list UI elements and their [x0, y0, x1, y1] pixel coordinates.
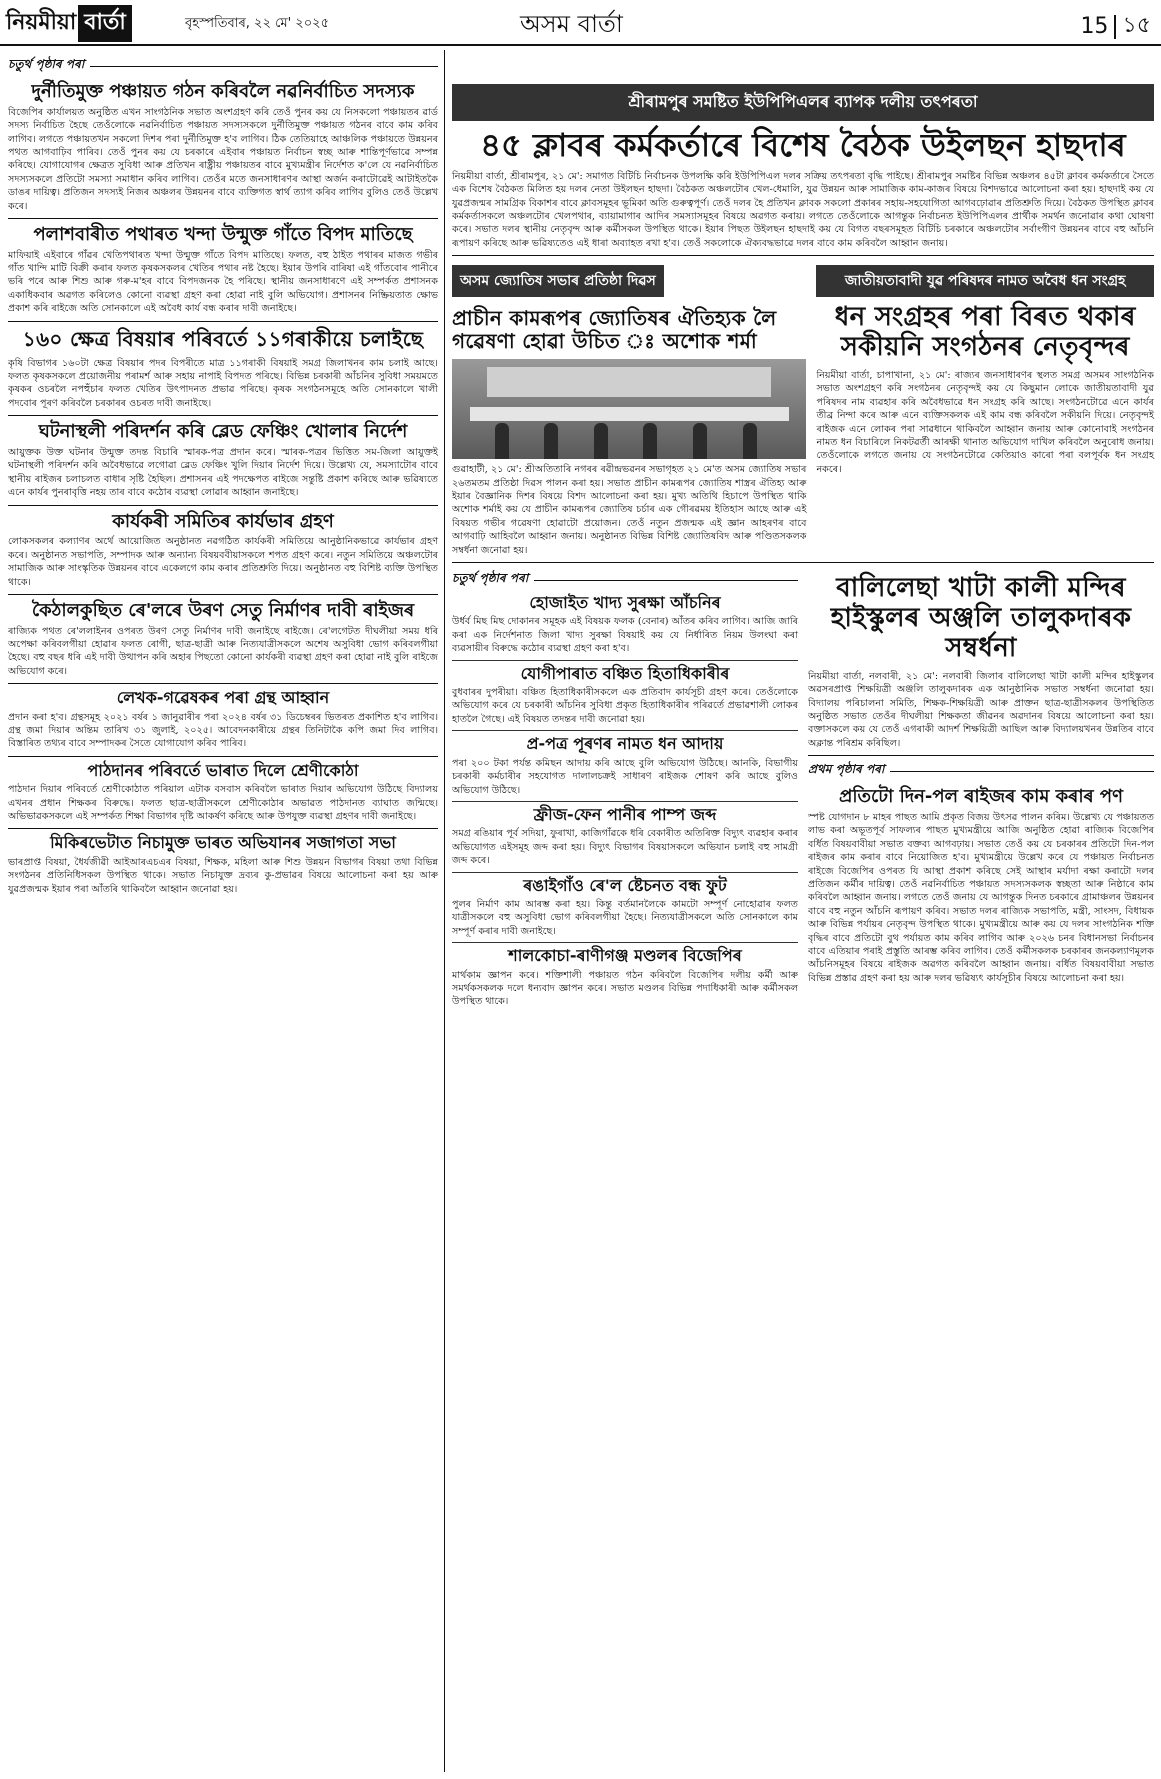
divider: [8, 828, 438, 829]
astrology-story: [452, 261, 806, 557]
divider: [8, 415, 438, 416]
logo-part-2: বার্তা: [78, 5, 132, 42]
article-headline: দুৰ্নীতিমুক্ত পঞ্চায়ত গঠন কৰিবলৈ নৱনিৰ্বাচিত সদস্যক: [31, 81, 415, 102]
article-body: গুৱাহাটী, ২১ মে': শ্ৰীঅতিতাৰি নগৰৰ ৰৱীন্দ্ৰভৱনৰ সভাগৃহত ২১ মে'ত অসম জ্যোতিষ সভাৰ ২৬তমতম প্ৰতিষ্ঠা দিৱস পালন কৰা হয়। সভাত প্ৰাচীন কামৰূপৰ জ্যোতিষ শাস্ত্ৰৰ ঐতিহ্য আৰু ইয়াৰ বৈজ্ঞানিক দিশৰ বিষয়ে বিশদ আলোচনা কৰা হয়। মুখ্য অতিথি হিচাপে উপস্থিত থাকি অশোক শৰ্মাই কয় যে প্ৰাচীন কামৰূপৰ জ্যোতিষ চৰ্চাৰ এক গৌৰৱময় ইতিহাস আছে আৰু এই বিষয়ত গভীৰ গৱেষণা হোৱাটো প্ৰয়োজন। তেওঁ নতুন প্ৰজন্মক এই জ্ঞান আহৰণৰ বাবে আগবাঢ়ি আহিবলৈ আহ্বান জনায়। অনুষ্ঠানত বিভিন্ন বিশিষ্ট জ্যোতিষবিদ আৰু পণ্ডিতসকলক সম্বৰ্ধনা জনোৱা হয়।: [452, 464, 807, 556]
section-title: অসম বাৰ্তা: [520, 10, 623, 38]
article-headline: প্ৰাচীন কামৰূপৰ জ্যোতিষৰ ঐতিহ্যক লৈ গৱেষণা হোৱা উচিত ঃ অশোক শৰ্মা: [452, 306, 777, 354]
article-headline: প্ৰ-পত্ৰ পূৰণৰ নামত ধন আদায়: [526, 734, 724, 754]
divider: [452, 942, 798, 943]
article-headline: পলাশবাৰীত পথাৰত খন্দা উন্মুক্ত গাঁতে বিপদ মাতিছে: [33, 223, 413, 245]
person: [544, 423, 558, 459]
divider: [452, 801, 798, 802]
fund-collection-story: [816, 261, 1154, 557]
article-body: কৃষি বিভাগৰ ১৬০টা ক্ষেত্ৰ বিষয়াৰ পদৰ বিপৰীতে মাত্ৰ ১১গৰাকী বিষয়াই সমগ্ৰ জিলাখনৰ কাম চলাই আছে। ফলত কৃষকসকলে প্ৰয়োজনীয় পৰামৰ্শ আৰু সহায় নাপাই বিপদত পৰিছে। বিভিন্ন চৰকাৰী আঁচনিৰ সুবিধা সময়মতে কৃষকৰ ওচৰলৈ নপহুঁচাৰ ফলত খেতিৰ উৎপাদনত প্ৰভাৱ পৰিছে। কৃষক সংগঠনসমূহে অতি সোনকালে খালী পদবোৰ পূৰণ কৰিবলৈ চৰকাৰৰ ওচৰত দাবী জনাইছে।: [8, 357, 438, 409]
lead-headline: ৪৫ ক্লাবৰ কৰ্মকৰ্তাৰে বিশেষ বৈঠক উইলছন হাছদাৰ: [480, 126, 1126, 164]
divider: [452, 660, 798, 661]
article-body: ৰাজ্যিক পথত ৰে'ললাইনৰ ওপৰত উৰণ সেতু নিৰ্মাণৰ দাবী জনাইছে ৰাইজে। ৰে'লগেটত দীঘলীয়া সময় ধৰি অপেক্ষা কৰিবলগীয়া হোৱাৰ ফলত ৰোগী, ছাত্ৰ-ছাত্ৰী আৰু নিত্যযাত্ৰীসকলে অশেষ অসুবিধা ভোগ কৰিবলগীয়া হৈছে। বহু বছৰ ধৰি এই দাবী উত্থাপন কৰি অহাৰ পিছতো কোনো কাৰ্যকৰী ব্যৱস্থা গ্ৰহণ কৰা হোৱা নাই বুলি ৰাইজে অভিযোগ কৰে।: [8, 625, 438, 677]
article-body: উৰ্ধৰ্ব মিছ মিছ দোকানৰ সমূহক এই বিষয়ক ফলক (বেনাৰ) আঁতৰ কৰিব লাগিব। আজি জাৰি কৰা এক নিৰ্দেশনাত জিলা খাদ্য সুৰক্ষা বিষয়াই কয় যে নিৰ্ধাৰিত নিয়ম উলংঘা কৰা ব্যৱসায়ীৰ বিৰুদ্ধে কঠোৰ ব্যৱস্থা গ্ৰহণ কৰা হ'ব।: [452, 616, 798, 655]
article-headline: ধন সংগ্ৰহৰ পৰা বিৰত থকাৰ সকীয়নি সংগঠনৰ নেতৃবৃন্দৰ: [834, 302, 1136, 363]
article-headline: পাঠদানৰ পৰিবৰ্তে ভাৰাত দিলে শ্ৰেণীকোঠা: [87, 760, 359, 780]
divider: [8, 505, 438, 506]
lower-band: [452, 568, 1154, 1009]
divider: [452, 872, 798, 873]
masthead: [0, 0, 1161, 46]
person: [743, 423, 757, 459]
person: [643, 423, 657, 459]
article-body: নিয়মীয়া বাৰ্তা, শ্ৰীৰামপুৰ, ২১ মে': সমাগত বিটিচি নিৰ্বাচনক উপলক্ষি কৰি ইউপিপিএল দলৰ সক্ৰিয় তৎপৰতা বৃদ্ধি পাইছে। শ্ৰীৰামপুৰ সমষ্টিৰ বিভিন্ন অঞ্চলৰ ৪৫টা ক্লাবৰ কৰ্মকৰ্তাৰে সৈতে এক বিশেষ বৈঠকত মিলিত হয় দলৰ নেতা উইলছন হাছদা। বৈঠকত অঞ্চলটোৰ খেল-ধেমালি, যুৱ উন্নয়ন আৰু সামাজিক কাম-কাজৰ বিষয়ে বিশদভাৱে আলোচনা কৰা হয়। হাছদাই কয় যে যুৱপ্ৰজন্মৰ সামগ্ৰিক বিকাশৰ বাবে ক্লাবসমূহৰ ভূমিকা অতি গুৰুত্বপূৰ্ণ। তেওঁ দলৰ হৈ প্ৰতিখন ক্লাবক সকলো প্ৰকাৰৰ সহায়-সহযোগিতা আগবঢ়োৱাৰ প্ৰতিশ্ৰুতি দিয়ে। বৈঠকত উপস্থিত ক্লাবৰ কৰ্মকৰ্তাসকলে অঞ্চলটোৰ খেলপথাৰ, ব্যায়ামাগাৰ আদিৰ সমস্যাসমূহৰ বিষয়ে অৱগত কৰায়। লগতে তেওঁলোকে আগন্তুক নিৰ্বাচনত ইউপিপিএলৰ প্ৰাৰ্থীক সমৰ্থন জনোৱাৰ কথা ঘোষণা কৰে। সভাত দলৰ স্থানীয় নেতৃবৃন্দ আৰু কৰ্মীসকল উপস্থিত থাকে। ইয়াৰ পিছত উইলছন হাছদাই কয় যে বিগত বছৰসমূহত বিটিচি চৰকাৰে অঞ্চলটোৰ সৰ্বাংগীণ উন্নয়নৰ বাবে বহু আঁচনি ৰূপায়ণ কৰিছে আৰু ভৱিষ্যতেও এই ধাৰা অব্যাহত ৰখা হ'ব। তেওঁ সকলোকে ঐক্যবদ্ধভাৱে দলৰ বাবে কাম কৰিবলৈ আহ্বান জনায়।: [452, 170, 1155, 249]
stage-table: [470, 407, 789, 421]
article-headline: কাৰ্যকৰী সমিতিৰ কাৰ্যভাৰ গ্ৰহণ: [112, 510, 334, 532]
article-headline: কৈঠালকুছিত ৰে'লৰে উৰণ সেতু নিৰ্মাণৰ দাবী ৰাইজৰ: [31, 599, 415, 621]
divider: [8, 218, 438, 219]
article-body: পাঠদান দিয়াৰ পৰিবৰ্তে শ্ৰেণীকোঠাত পৰিয়াল এটাক বসবাস কৰিবলৈ ভাৰাত দিয়াৰ অভিযোগ উঠিছে বিদ্যালয় এখনৰ প্ৰধান শিক্ষকৰ বিৰুদ্ধে। ফলত ছাত্ৰ-ছাত্ৰীসকলে শ্ৰেণীকোঠাৰ অভাৱত পাঠদানত ব্যাঘাত জন্মিছে। অভিভাৱকসকলে এই সম্পৰ্কত শিক্ষা বিভাগৰ দৃষ্টি আকৰ্ষণ কৰিছে আৰু উপযুক্ত ব্যৱস্থা গ্ৰহণৰ দাবী জনাইছে।: [8, 784, 438, 823]
briefs-column: [452, 568, 798, 1009]
person: [693, 423, 707, 459]
article-body: মাফিয়াই এইবাৰে গাঁৱৰ খেতিপথাৰত খন্দা উন্মুক্ত গাঁতে বিপদ মাতিছে। ফলত, বহু ঠাইত পথাৰৰ মাজত গভীৰ গাঁত খান্দি মাটি বিক্ৰী কৰাৰ ফলত কৃষকসকলৰ খেতিৰ পথাৰ নষ্ট হৈছে। ইয়াৰ উপৰি বাৰিষা এই গাঁতবোৰ পানীৰে ভৰি পৰে আৰু শিশু আৰু গৰু-ম'হৰ বাবে বিপদজনক হৈ পৰিছে। স্থানীয় জনসাধাৰণে এই সম্পৰ্কত প্ৰশাসনক একাধিকবাৰ অৱগত কৰিলেও কোনো ব্যৱস্থা গ্ৰহণ কৰা হোৱা নাই বুলি অভিযোগ। প্ৰশাসনৰ নিষ্ক্ৰিয়তাত ক্ষোভ প্ৰকাশ কৰি ৰাইজে অতি সোনকালে এই অবৈধ কাৰ্য বন্ধ কৰাৰ দাবী জনাইছে।: [8, 249, 438, 315]
article-headline: বালিলেছা খাটা কালী মন্দিৰ হাইস্কুলৰ অঞ্জলি তালুকদাৰক সম্বৰ্ধনা: [830, 573, 1132, 663]
stage-banner: [487, 367, 771, 397]
article-body: পৰা ২০০ টকা পৰ্যন্ত কমিছন আদায় কৰি আছে বুলি অভিযোগ উঠিছে। আনকি, বিভাগীয় চৰকাৰী কৰ্মচাৰীৰ সহযোগত দালালচক্ৰই সাধাৰণ ৰাইজক শোষণ কৰি আছে বুলিও অভিযোগ উঠিছে।: [452, 757, 798, 796]
article-body: নিয়মীয়া বাৰ্তা, চাপাখানা, ২১ মে': ৰাজ্যৰ জনসাধাৰণৰ স্থলত সমগ্ৰ অসমৰ সাংগঠনিক সভাত অংশগ্ৰহণ কৰি সংগঠনৰ নেতৃবৃন্দই কয় যে কিছুমান লোকে জাতীয়তাবাদী যুৱ পৰিষদৰ নাম ব্যৱহাৰ কৰি অবৈধভাৱে ধন সংগ্ৰহ কৰি আছে। সংগঠনটোৱে এনে কাৰ্যৰ তীব্ৰ নিন্দা কৰে আৰু এনে ব্যক্তিসকলক এই কাম বন্ধ কৰিবলৈ সকীয়নি দিয়ে। নেতৃবৃন্দই ৰাইজক এনে লোকৰ পৰা সাৱধানে থাকিবলৈ আহ্বান জনায় আৰু কোনোবাই সংগঠনৰ নামত ধন বিচাৰিলে নিকটৱৰ্তী আৰক্ষী থানাত অভিযোগ দাখিল কৰিবলৈ অনুৰোধ জনায়। তেওঁলোকে লগতে জনায় যে সংগঠনটোৱে কেতিয়াও কাৰো পৰা বলপূৰ্বক ধন সংগ্ৰহ নকৰে।: [816, 370, 1154, 475]
page-number-assamese: ১৫: [1122, 13, 1151, 38]
column-divider: [444, 50, 445, 1772]
article-headline: ৰঙাইগাঁও ৰে'ল ষ্টেচনত বন্ধ ফুট: [523, 875, 727, 895]
person: [495, 423, 509, 459]
continued-from-label: প্ৰথম পৃষ্ঠাৰ পৰা: [808, 761, 1154, 781]
article-body: বুধবাৰৰ দুপৰীয়া। বঞ্চিত হিতাধিকাৰীসকলে এক প্ৰতিবাদ কাৰ্যসূচী গ্ৰহণ কৰে। তেওঁলোকে অভিযোগ কৰে যে চৰকাৰী আঁচনিৰ সুবিধা প্ৰকৃত হিতাধিকাৰীৰ পৰিৱৰ্তে প্ৰভাৱশালী লোকৰ হাতলৈ গৈছে। এই বিষয়ত তদন্তৰ দাবী জনোৱা হয়।: [452, 687, 798, 725]
article-headline: ফ্ৰীজ-ফেন পানীৰ পাম্প জব্দ: [533, 804, 717, 824]
event-photo: [452, 359, 806, 459]
right-column: [452, 54, 1154, 1009]
person: [594, 423, 608, 459]
continued-from-label: চতুৰ্থ পৃষ্ঠাৰ পৰা: [8, 56, 438, 76]
divider: [8, 683, 438, 684]
article-headline: শালকোচা-ৰাণীগঞ্জ মণ্ডলৰ বিজেপিৰ: [508, 946, 742, 966]
article-body: ভাৰপ্ৰাপ্ত বিষয়া, ধৈৰ্যজীৱী আইআৰএচএৰ বিষয়া, শিক্ষক, মহিলা আৰু শিশু উন্নয়ন বিভাগৰ বিষয়া তথা বিভিন্ন সংগঠনৰ প্ৰতিনিধিসকল উপস্থিত থাকে। সভাত নিচাযুক্ত দ্ৰব্যৰ কু-প্ৰভাৱৰ বিষয়ে আলোচনা কৰা হয় আৰু যুৱপ্ৰজন্মক ইয়াৰ পৰা আঁতৰি থাকিবলৈ আহ্বান জনোৱা হয়।: [8, 856, 438, 895]
page-number-latin: 15: [1080, 14, 1109, 39]
middle-band: [452, 261, 1154, 557]
story-banner: জাতীয়তাবাদী যুৱ পৰিষদৰ নামত অবৈধ ধন সংগ্ৰহ: [816, 265, 1154, 297]
feature-column: [808, 568, 1154, 1009]
divider: [8, 594, 438, 595]
divider: [452, 562, 1154, 563]
article-headline: লেখক-গৱেষকৰ পৰা গ্ৰন্থ আহ্বান: [116, 688, 330, 708]
article-body: স্পষ্ট যোগদান ৮ মাহৰ পাছত আমি প্ৰকৃত বিজয় উৎসৱ পালন কৰিম। উল্লেখ্য যে পঞ্চায়তত লাভ কৰা অভূতপূৰ্ব সাফল্যৰ পাছত মুখ্যমন্ত্ৰীয়ে আজি অনুষ্ঠিত হোৱা ৰাজ্যিক বিজেপিৰ বৰ্ধিত বিষয়বাবীয়া সভাত বক্তব্য আগবঢ়ায়। সভাত তেওঁ কয় যে চৰকাৰৰ প্ৰতিটো দিন-পল ৰাইজৰ কাম কৰাৰ বাবে নিয়োজিত হ'ব। মুখ্যমন্ত্ৰীয়ে উল্লেখ কৰে যে পঞ্চায়ত নিৰ্বাচনত ৰাইজে বিজেপিৰ ওপৰত যি আস্থা প্ৰকাশ কৰিছে সেই আস্থাৰ মৰ্যাদা ৰক্ষা কৰাটো দলৰ প্ৰতিজন কৰ্মীৰ দায়িত্ব। তেওঁ নৱনিৰ্বাচিত পঞ্চায়ত সদস্যসকলক স্বচ্ছতা আৰু নিষ্ঠাৰে কাম কৰিবলৈ আহ্বান জনায়। লগতে তেওঁ জনায় যে আগন্তুক দিনত চৰকাৰে গ্ৰামাঞ্চলৰ উন্নয়নৰ বাবে বহু নতুন আঁচনি ৰূপায়ণ কৰিব। সভাত দলৰ ৰাজ্যিক সভাপতি, মন্ত্ৰী, সাংসদ, বিধায়ক আৰু বিভিন্ন পৰ্যায়ৰ নেতৃবৃন্দ উপস্থিত থাকে। মুখ্যমন্ত্ৰীয়ে আৰু কয় যে দলৰ সাংগঠনিক শক্তি বৃদ্ধিৰ বাবে প্ৰতিটো বুথ পৰ্যায়ত কাম কৰিব লাগিব আৰু ২০২৬ চনৰ বিধানসভা নিৰ্বাচনৰ বাবে এতিয়াৰ পৰাই প্ৰস্তুতি আৰম্ভ কৰিব লাগিব। তেওঁ কৰ্মীসকলক চৰকাৰৰ জনকল্যাণমূলক আঁচনিসমূহৰ বিষয়ে ৰাইজক অৱগত কৰিবলৈ আহ্বান জনায়। বৰ্ধিত বিষয়বাবীয়া সভাত বিভিন্ন প্ৰস্তাৱ গ্ৰহণ কৰা হয় আৰু দলৰ ভৱিষ্যৎ কাৰ্যসূচীৰ বিষয়ে আলোচনা কৰা হয়।: [808, 811, 1154, 984]
divider: [8, 756, 438, 757]
article-headline: হোজাইত খাদ্য সুৰক্ষা আঁচনিৰ: [529, 593, 721, 613]
article-body: লোকসকলৰ কল্যাণৰ অৰ্থে আয়োজিত অনুষ্ঠানত নৱগঠিত কাৰ্যকৰী সমিতিয়ে আনুষ্ঠানিকভাৱে কাৰ্যভাৰ গ্ৰহণ কৰে। অনুষ্ঠানত সভাপতি, সম্পাদক আৰু অন্যান্য বিষয়ববীয়াসকলে শপত গ্ৰহণ কৰে। নতুন সমিতিয়ে অঞ্চলটোৰ সামাজিক আৰু সাংস্কৃতিক উন্নয়নৰ বাবে একেলগে কাম কৰাৰ প্ৰতিশ্ৰুতি দিয়ে। অনুষ্ঠানত বহু বিশিষ্ট ব্যক্তি উপস্থিত থাকে।: [8, 536, 438, 588]
divider: [8, 321, 438, 322]
article-body: আয়ুক্তক উক্ত ঘটনাৰ উন্মুক্ত তদন্ত বিচাৰি স্মাৰক-পত্ৰ প্ৰদান কৰে। স্মাৰক-পত্ৰৰ ভিত্তিত সম-জিলা আয়ুক্তই ঘটনাস্থলী পৰিদৰ্শন কৰি অবৈধভাৱে লগোৱা ব্লেড ফেঞ্চিং খুলি দিয়াৰ নিৰ্দেশ দিয়ে। উল্লেখ্য যে, সমস্যাটোৰ বাবে স্থানীয় ৰাইজৰ চলাচলত বাধাৰ সৃষ্টি হৈছিল। প্ৰশাসনৰ এই পদক্ষেপত ৰাইজে সন্তুষ্টি প্ৰকাশ কৰিছে আৰু ভৱিষ্যতে এনে কাৰ্যৰ পুনৰাবৃত্তি নহয় তাৰ বাবে কঠোৰ ব্যৱস্থা লোৱাৰ আহ্বান জনাইছে।: [8, 446, 438, 499]
article-body: বিজেপিৰ কাৰ্যালয়ত অনুষ্ঠিত এখন সাংগঠনিক সভাত অংশগ্ৰহণ কৰি তেওঁ পুনৰ কয় যে নিসকলো পঞ্চায়তৰ ৱাৰ্ড সদস্য নিৰ্বাচিত হৈছে তেওঁলোকে নৱনিৰ্বাচিত পঞ্চায়ত সদস্যসকলে দুৰ্নীতিমুক্ত পঞ্চায়ত গঠনৰ বাবে কাম কৰিব লাগিব। লগতে পঞ্চায়তখন সকলো দিশৰ পৰা দুৰ্নীতিমুক্ত হ'ব লাগিব। ঠিক তেতিয়াহে আঞ্চলিক পঞ্চায়তে উন্নয়নৰ পথত আগবাঢ়িব পাৰিব। তেওঁ পুনৰ কয় যে চৰকাৰে এইবাৰ পঞ্চায়ত নিৰ্বাচন স্বচ্ছ আৰু শান্তিপূৰ্ণভাৱে সম্পন্ন কৰিছে। যোগাযোগৰ ক্ষেত্ৰত সুবিধা আৰু প্ৰতিখন ৰাষ্ট্ৰীয় পঞ্চায়তৰ বাবে মুখ্যমন্ত্ৰীৰ নিৰ্দেশত ক'লে যে নৱনিৰ্বাচিত সদস্যসকলে প্ৰতিটো সমস্যা সমাধান কৰিব লাগিব। তেওঁৰ মতে জনসাধাৰণৰ আস্থা অৰ্জন কৰাটোৱেই আটাইতকৈ ডাঙৰ দায়িত্ব। প্ৰতিজন সদস্যই নিজৰ অঞ্চলৰ উন্নয়নৰ বাবে ব্যক্তিগত স্বাৰ্থ ত্যাগ কৰিব লাগিব বুলিও তেওঁ উল্লেখ কৰে।: [8, 106, 438, 212]
divider: [452, 255, 1154, 256]
article-headline: ঘটনাস্থলী পৰিদৰ্শন কৰি ব্লেড ফেঞ্চিং খোলাৰ নিৰ্দেশ: [38, 421, 408, 443]
page-number: [1080, 8, 1151, 45]
article-headline: মিকিৰভেটাত নিচামুক্ত ভাৰত অভিযানৰ সজাগতা সভা: [50, 833, 396, 853]
article-body: সমগ্ৰ ৰঙিয়াৰ পূৰ্ব সদিয়া, ফুৰাখা, কাজিগাঁৱকে ধৰি বেকাৰীত অতিৰিক্ত বিদ্যুৎ ব্যৱহাৰ কৰাৰ অভিযোগত এইসমূহ জব্দ কৰা হয়। বিদ্যুৎ বিভাগৰ বিষয়াসকলে অভিযান চলাই বহু সামগ্ৰী জব্দ কৰে।: [452, 828, 798, 867]
logo-part-1: নিয়মীয়া: [6, 9, 77, 35]
article-body: মাৰ্থকাম জ্ঞাপন কৰে। শক্তিশালী পঞ্চায়ত গঠন কৰিবলৈ বিজেপিৰ দলীয় কৰ্মী আৰু সমৰ্থকসকলক দলে ধন্যবাদ জ্ঞাপন কৰে। সভাত মণ্ডলৰ বিভিন্ন পদাধিকাৰী আৰু কৰ্মীসকল উপস্থিত থাকে।: [452, 969, 798, 1008]
article-body: পুলৰ নিৰ্মাণ কাম আৰম্ভ কৰা হয়। কিন্তু বৰ্তমানলৈকে কামটো সম্পূৰ্ণ নোহোৱাৰ ফলত যাত্ৰীসকলে বহু অসুবিধা ভোগ কৰিবলগীয়া হৈছে। নিত্যযাত্ৰীসকলে অতি সোনকালে কাম সম্পূৰ্ণ কৰাৰ দাবী জনাইছে।: [452, 898, 798, 937]
left-column: [8, 54, 438, 896]
issue-date: বৃহস্পতিবাৰ, ২২ মে' ২০২৫: [185, 16, 330, 31]
section-banner: শ্ৰীৰামপুৰ সমষ্টিত ইউপিপিএলৰ ব্যাপক দলীয় তৎপৰতা: [452, 84, 1154, 121]
divider: [808, 755, 1154, 756]
article-body: নিয়মীয়া বাৰ্তা, নলবাৰী, ২১ মে': নলবাৰী জিলাৰ বালিলেছা খাটা কালী মন্দিৰ হাইস্কুলৰ অৱসৰপ্ৰাপ্ত শিক্ষয়িত্ৰী অঞ্জলি তালুকদাৰক এক আনুষ্ঠানিক সভাত সম্বৰ্ধনা জনোৱা হয়। বিদ্যালয় পৰিচালনা সমিতি, শিক্ষক-শিক্ষয়িত্ৰী আৰু প্ৰাক্তন ছাত্ৰ-ছাত্ৰীসকলৰ উপস্থিতিত অনুষ্ঠিত সভাত তেওঁৰ দীঘলীয়া শিক্ষকতা জীৱনৰ অৱদানৰ বিষয়ে আলোচনা কৰা হয়। বক্তাসকলে কয় যে তেওঁ এগৰাকী আদৰ্শ শিক্ষয়িত্ৰী আছিল আৰু বিদ্যালয়খনৰ উন্নতিৰ বাবে অক্লান্ত পৰিশ্ৰম কৰিছিল।: [808, 670, 1154, 749]
article-headline: ১৬০ ক্ষেত্ৰ বিষয়াৰ পৰিবৰ্তে ১১গৰাকীয়ে চলাইছে: [22, 326, 424, 351]
divider: [452, 730, 798, 731]
page-number-divider: [1114, 15, 1116, 39]
article-headline: প্ৰতিটো দিন-পল ৰাইজৰ কাম কৰাৰ পণ: [838, 786, 1124, 808]
article-headline: যোগীপাৰাত বঞ্চিত হিতাধিকাৰীৰ: [520, 663, 730, 683]
article-body: প্ৰদান কৰা হ'ব। গ্ৰন্থসমূহ ২০২১ বৰ্ষৰ ১ জানুৱাৰীৰ পৰা ২০২৪ বৰ্ষৰ ৩১ ডিচেম্বৰৰ ভিতৰত প্ৰকাশিত হ'ব লাগিব। গ্ৰন্থ জমা দিয়াৰ অন্তিম তাৰিখ ৩১ জুলাই, ২০২৫। আবেদনকাৰীয়ে গ্ৰন্থৰ তিনিটাকৈ কপি জমা দিব লাগিব। বিস্তাৰিত তথ্যৰ বাবে সম্পাদকৰ সৈতে যোগাযোগ কৰিব পাৰিব।: [8, 711, 438, 750]
story-banner: অসম জ্যোতিষ সভাৰ প্ৰতিষ্ঠা দিৱস: [452, 265, 664, 297]
continued-from-label: চতুৰ্থ পৃষ্ঠাৰ পৰা: [452, 570, 798, 590]
newspaper-logo: [6, 6, 132, 40]
